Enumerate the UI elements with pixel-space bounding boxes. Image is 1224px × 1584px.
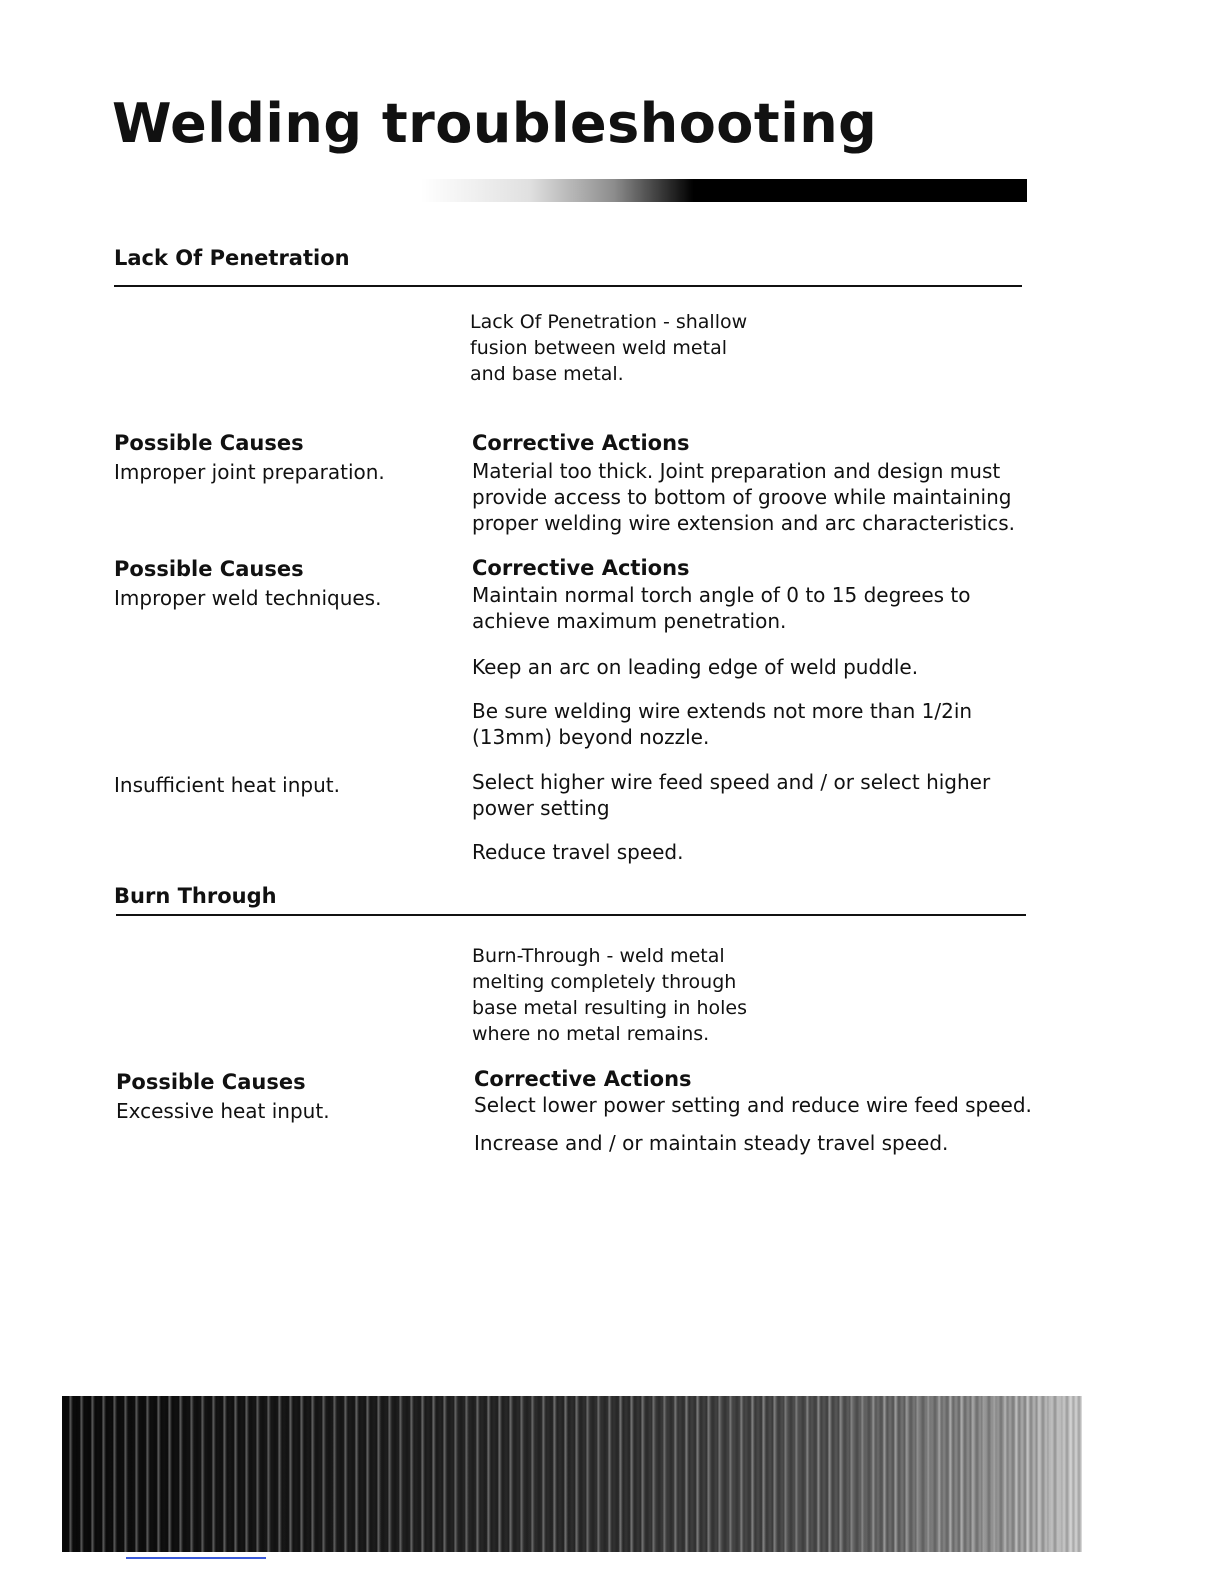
action-text: Maintain normal torch angle of 0 to 15 degrees to achieve maximum penetration. (472, 583, 971, 633)
description-line: fusion between weld metal (470, 337, 727, 359)
action-text: Keep an arc on leading edge of weld puddle. (472, 655, 919, 679)
action-text: Increase and / or maintain steady travel speed. (474, 1131, 949, 1155)
cause-text: Improper joint preparation. (114, 460, 385, 484)
action-text: Select higher wire feed speed and / or select higher power setting (472, 770, 991, 820)
section-description (472, 943, 772, 1047)
corrective-actions-label: Corrective Actions (474, 1067, 692, 1091)
corrective-actions-label: Corrective Actions (472, 431, 690, 455)
scanned-footer-band (62, 1396, 1082, 1552)
cause-text: Improper weld techniques. (114, 586, 382, 610)
footer-accent-line (126, 1557, 266, 1559)
section-heading-burn-through: Burn Through (114, 884, 277, 908)
cause-text: Insufficient heat input. (114, 773, 340, 797)
section-description (470, 309, 770, 387)
description-line: Lack Of Penetration - shallow (470, 311, 748, 333)
action-text: Select lower power setting and reduce wire feed speed. (474, 1093, 1032, 1117)
section-divider (114, 285, 1022, 287)
possible-causes-label: Possible Causes (114, 557, 304, 581)
action-text: Material too thick. Joint preparation and design must provide access to bottom of groove while maintaining proper welding wire extension and arc characteristics. (472, 459, 1016, 535)
section-divider (116, 914, 1026, 916)
description-line: melting completely through (472, 971, 737, 993)
cause-text: Excessive heat input. (116, 1099, 330, 1123)
description-line: and base metal. (470, 363, 624, 385)
corrective-actions-label: Corrective Actions (472, 556, 690, 580)
possible-causes-label: Possible Causes (114, 431, 304, 455)
description-line: Burn-Through - weld metal (472, 945, 725, 967)
action-text: Reduce travel speed. (472, 840, 684, 864)
page-title: Welding troubleshooting (112, 92, 878, 155)
description-line: base metal resulting in holes (472, 997, 748, 1019)
possible-causes-label: Possible Causes (116, 1070, 306, 1094)
action-text: Be sure welding wire extends not more than 1/2in (13mm) beyond nozzle. (472, 699, 973, 749)
section-heading-lack-of-penetration: Lack Of Penetration (114, 246, 350, 270)
title-decorative-bar (420, 179, 1027, 202)
description-line: where no metal remains. (472, 1023, 710, 1045)
